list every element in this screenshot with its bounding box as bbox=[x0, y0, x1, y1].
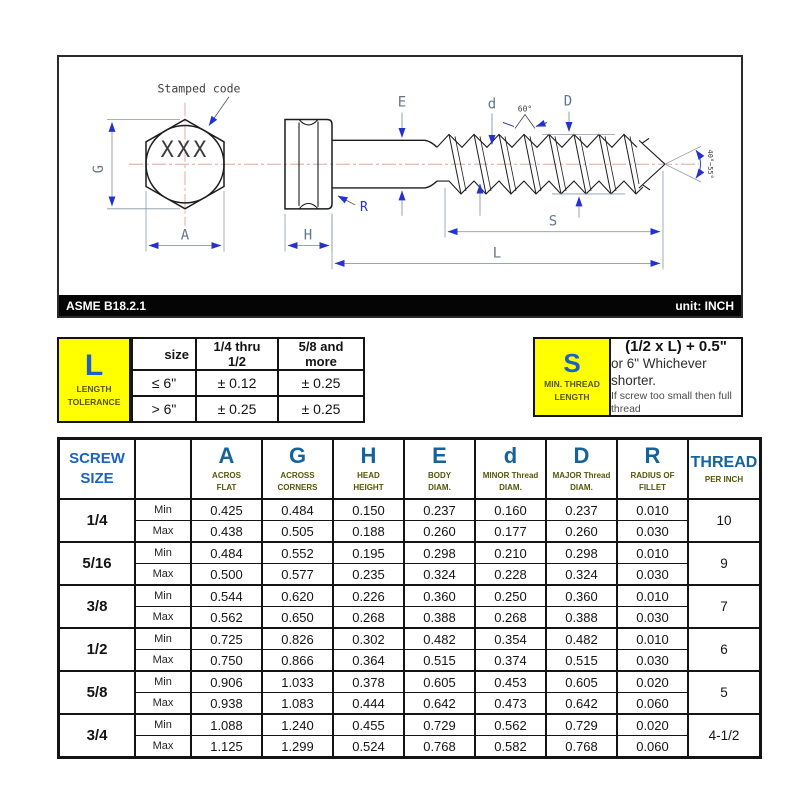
thread-length-rule: or 6" Whichever shorter. bbox=[611, 356, 707, 389]
stamped-code-leader bbox=[209, 97, 229, 126]
max-value: 0.388 bbox=[404, 607, 475, 629]
tolerance-values bbox=[131, 337, 365, 423]
dim-H bbox=[285, 214, 332, 252]
max-value: 0.268 bbox=[475, 607, 546, 629]
column-header-D: D MAJOR Thread DIAM. bbox=[546, 439, 617, 500]
min-value: 1.240 bbox=[262, 714, 333, 736]
screw-size-5/8: 5/8 bbox=[59, 671, 136, 714]
min-value: 0.826 bbox=[262, 628, 333, 650]
max-value: 0.030 bbox=[617, 521, 688, 543]
max-value: 0.642 bbox=[404, 693, 475, 715]
tol-header-large: 5/8 and more bbox=[278, 338, 364, 370]
min-value: 0.010 bbox=[617, 628, 688, 650]
min-value: 0.620 bbox=[262, 585, 333, 607]
tolerance-value: ± 0.25 bbox=[278, 370, 364, 396]
screw-size-5/16: 5/16 bbox=[59, 542, 136, 585]
max-label: Max bbox=[135, 736, 191, 758]
min-value: 0.250 bbox=[475, 585, 546, 607]
min-label: Min bbox=[135, 585, 191, 607]
max-value: 0.260 bbox=[404, 521, 475, 543]
max-value: 0.500 bbox=[191, 564, 262, 586]
min-value: 0.544 bbox=[191, 585, 262, 607]
thread-per-inch: 10 bbox=[688, 499, 761, 542]
svg-text:d: d bbox=[487, 96, 497, 113]
screw-size-3/8: 3/8 bbox=[59, 585, 136, 628]
length-tolerance-sub-2: TOLERANCE bbox=[67, 397, 121, 407]
min-value: 0.552 bbox=[262, 542, 333, 564]
max-label: Max bbox=[135, 521, 191, 543]
min-value: 0.302 bbox=[333, 628, 404, 650]
min-thread-sub-1: MIN. THREAD bbox=[544, 379, 600, 390]
min-value: 0.906 bbox=[191, 671, 262, 693]
table-row-max bbox=[59, 736, 761, 758]
max-value: 0.235 bbox=[333, 564, 404, 586]
thread-length-formula: (1/2 x L) + 0.5" bbox=[625, 337, 727, 355]
size-range: ≤ 6" bbox=[132, 370, 196, 396]
max-value: 0.768 bbox=[546, 736, 617, 758]
max-value: 0.505 bbox=[262, 521, 333, 543]
min-value: 0.210 bbox=[475, 542, 546, 564]
min-value: 0.160 bbox=[475, 499, 546, 521]
max-value: 0.473 bbox=[475, 693, 546, 715]
table-row-max bbox=[59, 607, 761, 629]
max-value: 0.768 bbox=[404, 736, 475, 758]
stamped-code-marking: XXX bbox=[160, 138, 210, 164]
min-value: 0.378 bbox=[333, 671, 404, 693]
max-value: 0.324 bbox=[404, 564, 475, 586]
max-value: 0.060 bbox=[617, 736, 688, 758]
min-label: Min bbox=[135, 499, 191, 521]
min-value: 0.482 bbox=[546, 628, 617, 650]
dim-L bbox=[332, 214, 660, 270]
table-row-min bbox=[59, 499, 761, 521]
svg-text:40°~55°: 40°~55° bbox=[705, 149, 715, 179]
max-value: 0.562 bbox=[191, 607, 262, 629]
max-value: 0.524 bbox=[333, 736, 404, 758]
min-label: Min bbox=[135, 542, 191, 564]
min-value: 0.605 bbox=[546, 671, 617, 693]
max-value: 0.438 bbox=[191, 521, 262, 543]
thread-per-inch: 4-1/2 bbox=[688, 714, 761, 758]
screw-size-header: SCREW SIZE bbox=[59, 439, 136, 500]
max-value: 0.228 bbox=[475, 564, 546, 586]
min-thread-length-note bbox=[533, 337, 743, 417]
min-thread-label bbox=[535, 339, 611, 415]
min-value: 0.605 bbox=[404, 671, 475, 693]
svg-text:L: L bbox=[492, 245, 502, 262]
table-row-max bbox=[59, 693, 761, 715]
max-value: 0.388 bbox=[546, 607, 617, 629]
min-value: 0.195 bbox=[333, 542, 404, 564]
max-label: Max bbox=[135, 607, 191, 629]
max-value: 0.515 bbox=[546, 650, 617, 672]
length-tolerance-sub-1: LENGTH bbox=[76, 384, 112, 395]
min-value: 1.033 bbox=[262, 671, 333, 693]
min-value: 1.088 bbox=[191, 714, 262, 736]
max-value: 0.582 bbox=[475, 736, 546, 758]
minmax-header bbox=[135, 439, 191, 500]
min-value: 0.010 bbox=[617, 542, 688, 564]
min-value: 0.020 bbox=[617, 714, 688, 736]
column-header-A: A ACROS FLAT bbox=[191, 439, 262, 500]
thread-length-exception: If screw too small then full thread bbox=[611, 390, 732, 416]
min-value: 0.298 bbox=[546, 542, 617, 564]
min-label: Min bbox=[135, 628, 191, 650]
length-tolerance-label bbox=[57, 337, 131, 423]
max-label: Max bbox=[135, 564, 191, 586]
svg-text:G: G bbox=[90, 164, 108, 174]
min-value: 0.484 bbox=[191, 542, 262, 564]
lag-screw-drawing bbox=[59, 57, 741, 295]
table-row-min bbox=[59, 671, 761, 693]
unit-label: unit: INCH bbox=[675, 298, 734, 313]
max-label: Max bbox=[135, 650, 191, 672]
svg-text:E: E bbox=[397, 94, 407, 111]
table-row-min bbox=[59, 628, 761, 650]
dimensions-table bbox=[57, 437, 762, 759]
min-value: 0.453 bbox=[475, 671, 546, 693]
standard-bar bbox=[59, 295, 741, 316]
svg-text:R: R bbox=[359, 199, 368, 215]
max-value: 0.364 bbox=[333, 650, 404, 672]
table-row-max bbox=[59, 521, 761, 543]
table-row-min bbox=[59, 542, 761, 564]
min-value: 0.725 bbox=[191, 628, 262, 650]
stamped-code-label: Stamped code bbox=[157, 81, 241, 96]
thread-per-inch: 5 bbox=[688, 671, 761, 714]
tolerance-row bbox=[132, 370, 364, 396]
min-value: 0.729 bbox=[546, 714, 617, 736]
table-row-min bbox=[59, 585, 761, 607]
tolerance-value: ± 0.12 bbox=[196, 370, 278, 396]
dim-E bbox=[398, 95, 406, 216]
min-value: 0.484 bbox=[262, 499, 333, 521]
column-header-G: G ACROSS CORNERS bbox=[262, 439, 333, 500]
svg-text:A: A bbox=[180, 227, 190, 244]
min-value: 0.298 bbox=[404, 542, 475, 564]
max-value: 1.125 bbox=[191, 736, 262, 758]
min-value: 0.237 bbox=[546, 499, 617, 521]
max-value: 0.374 bbox=[475, 650, 546, 672]
max-value: 1.083 bbox=[262, 693, 333, 715]
min-label: Min bbox=[135, 671, 191, 693]
min-value: 0.226 bbox=[333, 585, 404, 607]
thread-per-inch: 7 bbox=[688, 585, 761, 628]
thread-per-inch: 9 bbox=[688, 542, 761, 585]
min-value: 0.010 bbox=[617, 585, 688, 607]
min-value: 0.729 bbox=[404, 714, 475, 736]
thread-per-inch-header: THREAD PER INCH bbox=[688, 439, 761, 500]
svg-text:D: D bbox=[563, 93, 573, 110]
screw-size-1/4: 1/4 bbox=[59, 499, 136, 542]
dim-d bbox=[480, 97, 496, 216]
min-value: 0.482 bbox=[404, 628, 475, 650]
column-header-E: E BODY DIAM. bbox=[404, 439, 475, 500]
thread-per-inch: 6 bbox=[688, 628, 761, 671]
tolerance-row bbox=[132, 396, 364, 422]
tol-header-small: 1/4 thru 1/2 bbox=[196, 338, 278, 370]
table-row-min bbox=[59, 714, 761, 736]
size-range: > 6" bbox=[132, 396, 196, 422]
max-value: 1.299 bbox=[262, 736, 333, 758]
max-value: 0.642 bbox=[546, 693, 617, 715]
max-value: 0.515 bbox=[404, 650, 475, 672]
max-value: 0.060 bbox=[617, 693, 688, 715]
max-value: 0.324 bbox=[546, 564, 617, 586]
length-tolerance-table bbox=[57, 337, 365, 423]
column-header-R: R RADIUS OF FILLET bbox=[617, 439, 688, 500]
max-value: 0.938 bbox=[191, 693, 262, 715]
max-value: 0.866 bbox=[262, 650, 333, 672]
min-label: Min bbox=[135, 714, 191, 736]
max-value: 0.444 bbox=[333, 693, 404, 715]
max-value: 0.650 bbox=[262, 607, 333, 629]
column-header-H: H HEAD HEIGHT bbox=[333, 439, 404, 500]
max-value: 0.268 bbox=[333, 607, 404, 629]
svg-text:S: S bbox=[548, 213, 558, 230]
tol-header-size: size bbox=[132, 338, 196, 370]
tolerance-value: ± 0.25 bbox=[278, 396, 364, 422]
min-value: 0.354 bbox=[475, 628, 546, 650]
min-value: 0.455 bbox=[333, 714, 404, 736]
max-value: 0.577 bbox=[262, 564, 333, 586]
min-value: 0.360 bbox=[404, 585, 475, 607]
tolerance-value: ± 0.25 bbox=[196, 396, 278, 422]
letter-L: L bbox=[84, 349, 104, 383]
screw-size-1/2: 1/2 bbox=[59, 628, 136, 671]
min-value: 0.425 bbox=[191, 499, 262, 521]
table-row-max bbox=[59, 650, 761, 672]
standard-name: ASME B18.2.1 bbox=[66, 298, 147, 313]
max-label: Max bbox=[135, 693, 191, 715]
min-value: 0.237 bbox=[404, 499, 475, 521]
min-value: 0.010 bbox=[617, 499, 688, 521]
engineering-drawing-frame bbox=[57, 55, 743, 318]
max-value: 0.030 bbox=[617, 650, 688, 672]
max-value: 0.750 bbox=[191, 650, 262, 672]
max-value: 0.188 bbox=[333, 521, 404, 543]
min-value: 0.150 bbox=[333, 499, 404, 521]
min-value: 0.020 bbox=[617, 671, 688, 693]
screw-size-3/4: 3/4 bbox=[59, 714, 136, 758]
max-value: 0.260 bbox=[546, 521, 617, 543]
max-value: 0.030 bbox=[617, 607, 688, 629]
table-row-max bbox=[59, 564, 761, 586]
max-value: 0.177 bbox=[475, 521, 546, 543]
column-header-d: d MINOR Thread DIAM. bbox=[475, 439, 546, 500]
thread-angle-note bbox=[503, 105, 547, 129]
min-value: 0.562 bbox=[475, 714, 546, 736]
min-value: 0.360 bbox=[546, 585, 617, 607]
svg-text:H: H bbox=[303, 227, 313, 244]
dim-R bbox=[338, 196, 368, 215]
min-thread-sub-2: LENGTH bbox=[554, 392, 590, 402]
letter-S: S bbox=[563, 348, 581, 379]
max-value: 0.030 bbox=[617, 564, 688, 586]
svg-text:60°: 60° bbox=[517, 104, 533, 114]
